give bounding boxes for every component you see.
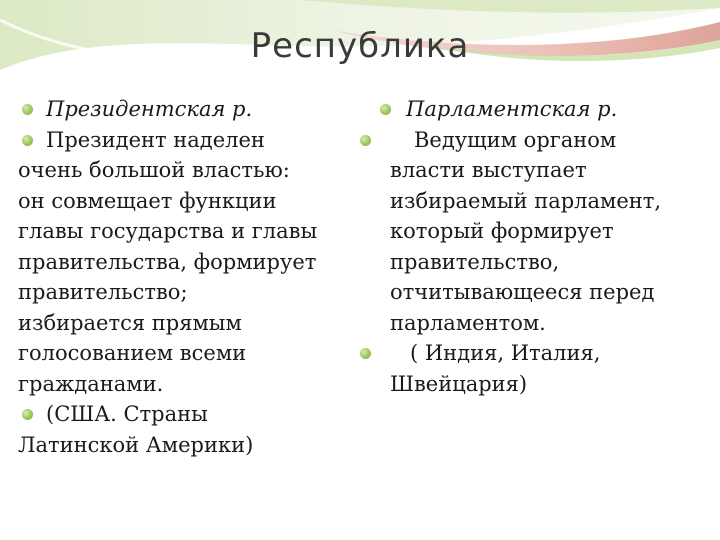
example-line: Швейцария) — [390, 371, 528, 396]
example-line: (США. Страны — [46, 402, 208, 426]
bullet-icon — [22, 104, 33, 115]
presidential-heading-item — [18, 94, 368, 125]
presidential-column — [18, 94, 368, 460]
presidential-heading: Президентская р. — [46, 97, 253, 121]
parliamentary-heading-item — [362, 94, 712, 125]
description-line: Президент наделен — [46, 127, 265, 152]
parliamentary-heading: Парламентская р. — [406, 97, 618, 121]
description-line: очень большой властью: — [18, 158, 290, 182]
description-line: голосованием всеми — [18, 341, 247, 365]
parliamentary-examples — [362, 338, 712, 399]
description-line: власти выступает — [390, 158, 587, 182]
description-line: который формирует — [390, 219, 614, 243]
bullet-icon — [22, 409, 33, 420]
presidential-examples — [18, 399, 368, 460]
description-line: парламентом. — [390, 310, 546, 335]
description-line: избирается прямым — [18, 310, 242, 335]
bullet-icon — [380, 104, 391, 115]
parliamentary-description — [362, 125, 712, 339]
slide-title: Республика — [250, 26, 470, 66]
description-line: главы государства и главы — [18, 219, 318, 243]
description-line: правительство, — [390, 249, 560, 274]
bullet-icon — [22, 135, 33, 146]
bullet-icon — [360, 348, 371, 359]
bullet-icon — [360, 135, 371, 146]
parliamentary-column — [362, 94, 712, 399]
description-line: Ведущим органом — [414, 127, 617, 152]
description-line: гражданами. — [18, 371, 164, 396]
description-line: избираемый парламент, — [390, 188, 662, 213]
description-line: правительство; — [18, 280, 188, 304]
description-line: правительства, формирует — [18, 249, 317, 274]
description-line: отчитывающееся перед — [390, 280, 655, 304]
presidential-description — [18, 125, 368, 400]
description-line: он совмещает функции — [18, 188, 277, 213]
example-line: ( Индия, Италия, — [410, 341, 601, 365]
example-line: Латинской Америки) — [18, 432, 254, 457]
